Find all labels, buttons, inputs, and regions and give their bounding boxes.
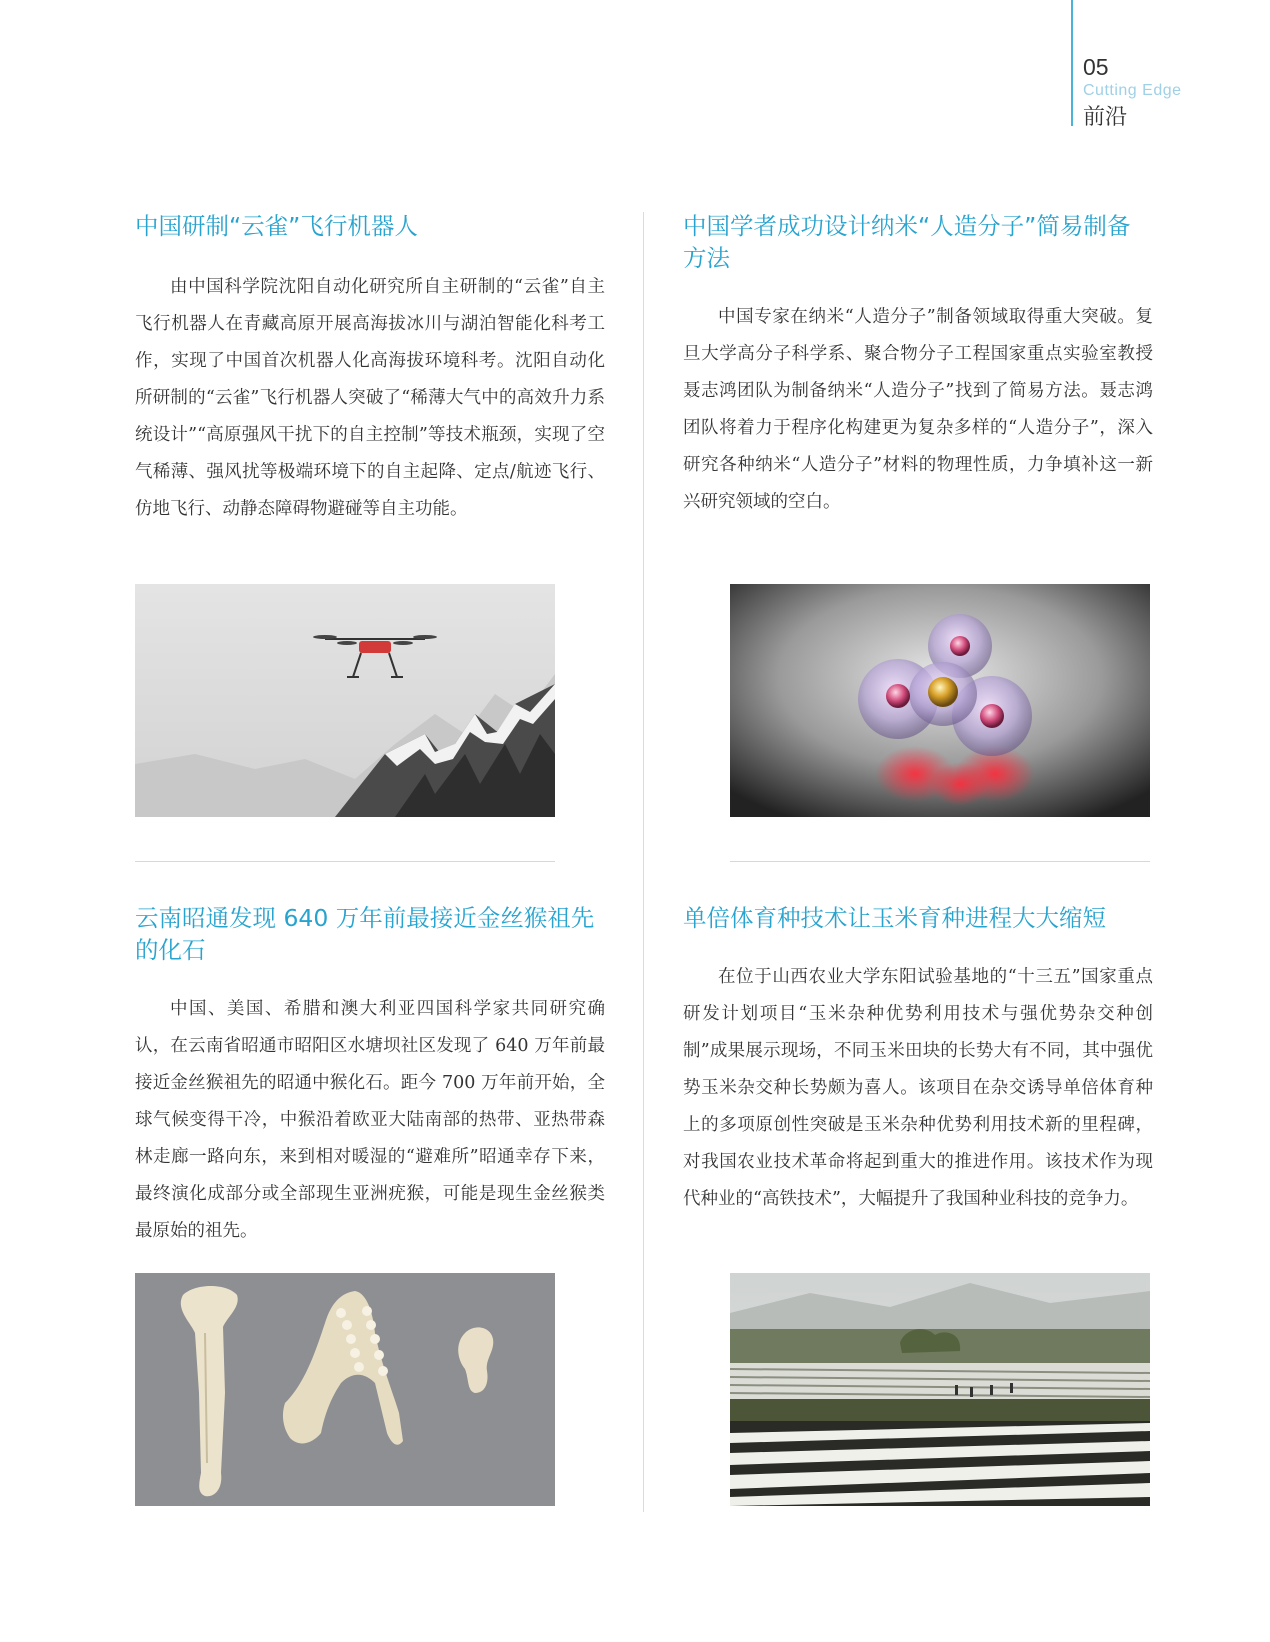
page-number: 05 (1083, 54, 1109, 80)
photo-corn-field (730, 1273, 1150, 1506)
article-yunque-robot (135, 210, 605, 528)
article-headline: 单倍体育种技术让玉米育种进程大大缩短 (683, 904, 1106, 932)
article-headline: 中国学者成功设计纳米“人造分子”简易制备方法 (683, 212, 1131, 272)
row-separator-left (135, 861, 555, 862)
row-separator-right (730, 861, 1150, 862)
column-divider (643, 212, 644, 1512)
photo-artificial-molecule (730, 584, 1150, 817)
section-title-cn: 前沿 (1083, 105, 1128, 130)
article-haploid-breeding (683, 902, 1153, 1218)
photo-fossils (135, 1273, 555, 1506)
folio-rule (1071, 0, 1073, 126)
article-artificial-molecule (683, 210, 1153, 521)
article-headline: 中国研制“云雀”飞行机器人 (135, 212, 418, 240)
article-body: 由中国科学院沈阳自动化研究所自主研制的“云雀”自主飞行机器人在青藏高原开展高海拔冰川与湖泊智能化科考工作，实现了中国首次机器人化高海拔环境科考。沈阳自动化所研制的“云雀”飞行机器人突破了“稀薄大气中的高效升力系统设计”“高原强风干扰下的自主控制”等技术瓶颈，实现了空气稀薄、强风扰等极端环境下的自主起降、定点/航迹飞行、仿地飞行、动静态障碍物避碰等自主功能。 (135, 277, 605, 519)
section-title-en: Cutting Edge (1083, 82, 1182, 99)
photo-drone (135, 584, 555, 817)
article-body: 在位于山西农业大学东阳试验基地的“十三五”国家重点研发计划项目“玉米杂种优势利用技术与强优势杂交种创制”成果展示现场，不同玉米田块的长势大有不同，其中强优势玉米杂交种长势颇为喜人。该项目在杂交诱导单倍体育种上的多项原创性突破是玉米杂种优势利用技术新的里程碑，对我国农业技术革命将起到重大的推进作用。该技术作为现代种业的“高铁技术”，大幅提升了我国种业科技的竞争力。 (683, 967, 1153, 1209)
article-headline: 云南昭通发现 640 万年前最接近金丝猴祖先的化石 (135, 904, 595, 964)
article-body: 中国专家在纳米“人造分子”制备领域取得重大突破。复旦大学高分子科学系、聚合物分子工程国家重点实验室教授聂志鸿团队为制备纳米“人造分子”找到了简易方法。聂志鸿团队将着力于程序化构建更为复杂多样的“人造分子”，深入研究各种纳米“人造分子”材料的物理性质，力争填补这一新兴研究领域的空白。 (683, 307, 1153, 512)
article-body: 中国、美国、希腊和澳大利亚四国科学家共同研究确认，在云南省昭通市昭阳区水塘坝社区发现了 640 万年前最接近金丝猴祖先的昭通中猴化石。距今 700 万年前开始，全球气候变得干冷，中猴沿着欧亚大陆南部的热带、亚热带森林走廊一路向东，来到相对暖湿的“避难所”昭通幸存下来，最终演化成部分或全部现生亚洲疣猴，可能是现生金丝猴类最原始的祖先。 (135, 999, 605, 1241)
article-monkey-fossil (135, 902, 605, 1250)
